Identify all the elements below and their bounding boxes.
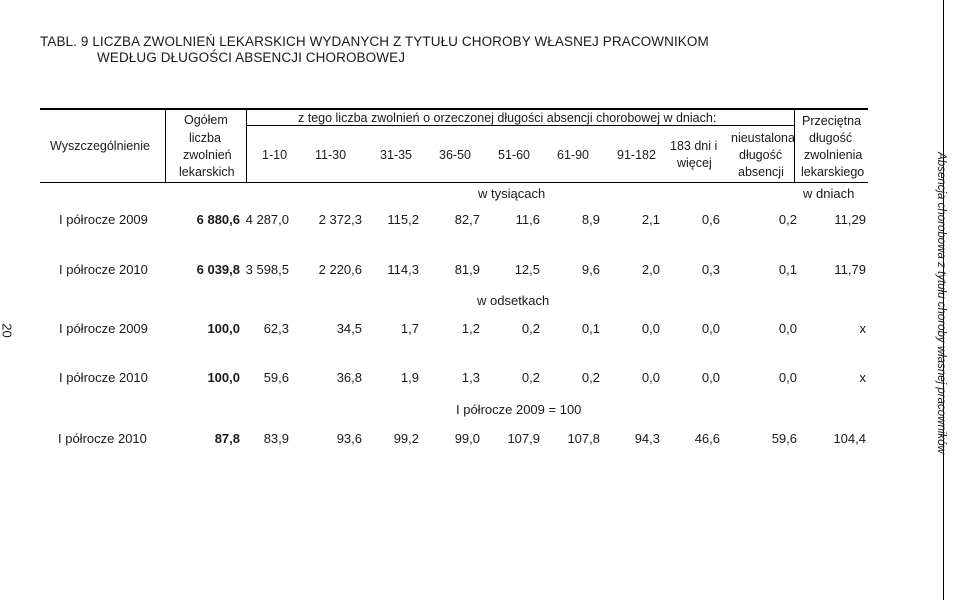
table-cell: 46,6 [694,431,720,446]
table-cell: x [859,321,866,336]
header-average: lekarskiego [801,165,865,179]
side-running-title: Absencja chorobowa z tytułu choroby własnej pracowników [935,152,947,454]
table-cell: 59,6 [263,370,289,385]
table-cell: 0,2 [521,321,540,336]
table-cell: 0,6 [701,212,720,227]
col-divider [165,108,166,183]
header-183: więcej [677,156,712,170]
table-cell: 59,6 [771,431,797,446]
row-total: 6 039,8 [196,262,240,277]
header-total-line: liczba [189,131,221,145]
table-cell: 0,0 [641,370,660,385]
table-cell: 62,3 [263,321,289,336]
table-cell: 115,2 [387,212,419,227]
table-cell: 11,6 [515,212,540,227]
table-cell: 99,2 [393,431,419,446]
unit-thousands: w tysiącach [478,186,546,201]
table-cell: 1,7 [400,321,419,336]
table-cell: 0,0 [641,321,660,336]
table-cell: 93,6 [336,431,362,446]
table-cell: 9,6 [581,262,600,277]
table-cell: 99,0 [454,431,480,446]
table-cell: 0,0 [778,321,797,336]
header-range: 91-182 [617,148,656,162]
table-cell: 2,1 [641,212,660,227]
table-cell: 83,9 [263,431,289,446]
row-label: I półrocze 2010 [59,262,148,277]
header-range: 51-60 [498,148,530,162]
table-cell: 114,3 [387,262,419,277]
table-cell: 3 598,5 [245,262,289,277]
table-cell: 12,5 [514,262,540,277]
table-cell: 107,8 [567,431,600,446]
table-cell: 0,1 [778,262,797,277]
header-183: 183 dni i [670,139,718,153]
table-cell: x [859,370,866,385]
table-cell: 94,3 [634,431,660,446]
table-cell: 0,1 [581,321,600,336]
row-total: 100,0 [207,370,240,385]
row-label: I półrocze 2010 [59,370,148,385]
header-total-line: lekarskich [179,165,235,179]
table-cell: 4 287,0 [245,212,289,227]
table-cell: 104,4 [833,431,866,446]
table-cell: 2 220,6 [318,262,362,277]
table-cell: 1,9 [400,370,419,385]
header-total-line: zwolnień [183,148,232,162]
header-average: długość [809,131,853,145]
table-cell: 0,2 [581,370,600,385]
header-average: Przeciętna [802,114,862,128]
header-range: 11-30 [315,148,347,162]
table-cell: 0,0 [701,321,720,336]
table-cell: 0,3 [701,262,720,277]
table-cell: 8,9 [581,212,600,227]
header-undetermined: absencji [738,165,784,179]
table-cell: 1,2 [461,321,480,336]
row-label: I półrocze 2010 [58,431,147,446]
table-cell: 34,5 [336,321,362,336]
header-undetermined: nieustalona [731,131,795,145]
table-cell: 0,0 [778,370,797,385]
table-cell: 1,3 [461,370,480,385]
header-span: z tego liczba zwolnień o orzeczonej długości absencji chorobowej w dniach: [298,111,717,125]
row-total: 100,0 [207,321,240,336]
table-cell: 107,9 [507,431,540,446]
row-total: 87,8 [214,431,240,446]
header-average: zwolnienia [804,148,863,162]
header-range: 61-90 [557,148,589,162]
header-range: 36-50 [439,148,471,162]
table-cell: 82,7 [454,212,480,227]
table-cell: 0,2 [778,212,797,227]
header-undetermined: długość [739,148,783,162]
table-cell: 0,2 [521,370,540,385]
header-range: 1-10 [262,148,288,162]
page-number: 20 [0,323,15,338]
header-label: Wyszczególnienie [50,139,150,153]
row-label: I półrocze 2009 [59,212,148,227]
table-title-line1: TABL. 9 LICZBA ZWOLNIEŃ LEKARSKICH WYDANYCH Z TYTUŁU CHOROBY WŁASNEJ PRACOWNIKOM [40,34,709,49]
table-cell: 2,0 [641,262,660,277]
row-label: I półrocze 2009 [59,321,148,336]
table-cell: 81,9 [454,262,480,277]
table-cell: 11,29 [834,212,866,227]
table-cell: 11,79 [834,262,866,277]
table-title-line2: WEDŁUG DŁUGOŚCI ABSENCJI CHOROBOWEJ [97,50,406,65]
header-range: 31-35 [380,148,412,162]
table-cell: 2 372,3 [318,212,362,227]
table-cell: 0,0 [701,370,720,385]
row-total: 6 880,6 [196,212,240,227]
unit-index: I półrocze 2009 = 100 [456,402,582,417]
col-divider [246,108,247,183]
table-cell: 36,8 [336,370,362,385]
unit-days: w dniach [803,186,855,201]
header-total-top: Ogółem [184,113,228,127]
unit-percent: w odsetkach [477,293,550,308]
